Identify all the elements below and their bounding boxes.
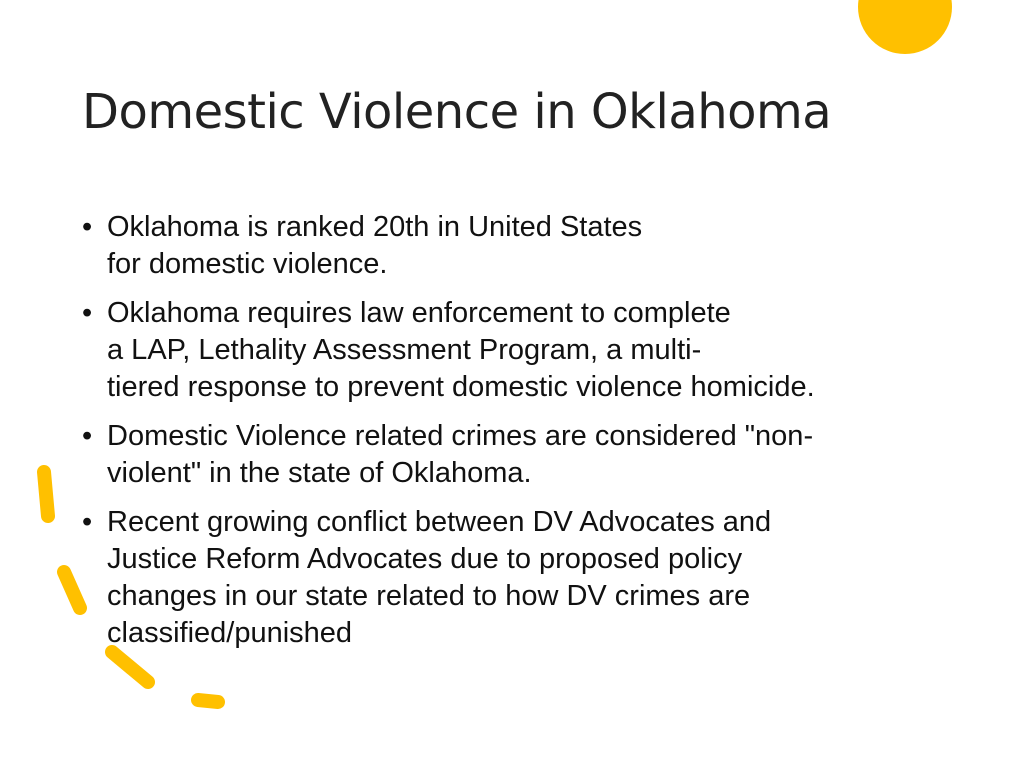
bullet-line: a LAP, Lethality Assessment Program, a multi-: [107, 334, 702, 366]
bullet-line: Domestic Violence related crimes are considered "non-: [107, 420, 814, 452]
bullet-line: Oklahoma is ranked 20th in United States: [107, 211, 643, 243]
bullet-icon: •: [82, 506, 93, 538]
bullet-icon: •: [82, 297, 93, 329]
bullet-text: [107, 209, 982, 283]
bullet-item: [82, 209, 982, 283]
dash-mark: [112, 652, 148, 682]
bullet-line: changes in our state related to how DV crimes are: [107, 580, 751, 612]
dash-mark: [198, 700, 218, 702]
slide-title: Domestic Violence in Oklahoma: [82, 84, 832, 140]
yellow-circle-decoration: [858, 0, 952, 54]
bullet-line: tiered response to prevent domestic violence homicide.: [107, 371, 815, 403]
dash-mark: [44, 472, 48, 516]
bullet-line: for domestic violence.: [107, 248, 388, 280]
bullet-text: [107, 504, 982, 652]
bullet-line: Recent growing conflict between DV Advocates and: [107, 506, 772, 538]
bullet-list: [82, 209, 982, 652]
bullet-item: [82, 295, 982, 406]
bullet-icon: •: [82, 420, 93, 452]
bullet-text: [107, 295, 982, 406]
bullet-text: [107, 418, 982, 492]
bullet-line: Oklahoma requires law enforcement to complete: [107, 297, 731, 329]
bullet-line: violent" in the state of Oklahoma.: [107, 457, 532, 489]
bullet-item: [82, 418, 982, 492]
bullet-item: [82, 504, 982, 652]
bullet-line: classified/punished: [107, 617, 353, 649]
dash-mark: [64, 572, 80, 608]
bullet-line: Justice Reform Advocates due to proposed policy: [107, 543, 743, 575]
bullet-icon: •: [82, 211, 93, 243]
